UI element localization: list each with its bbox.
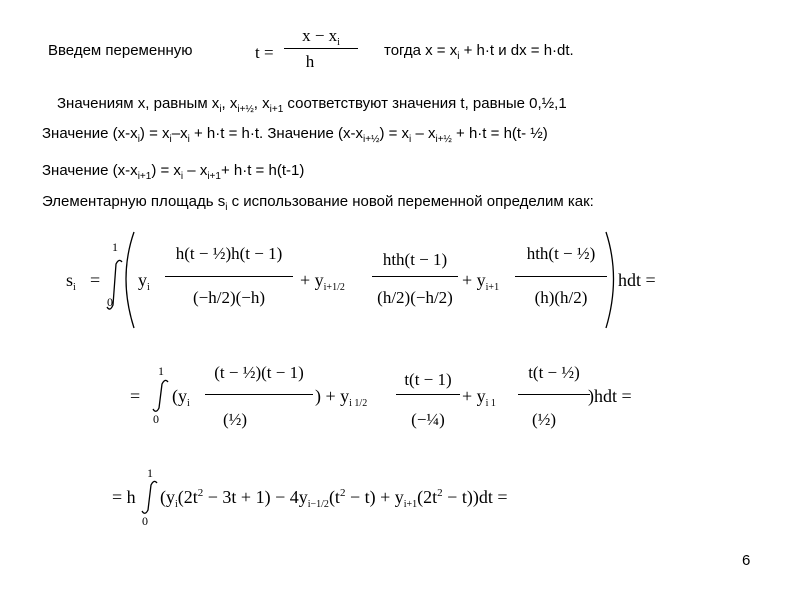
eq2-frac3-num: t(t − ½) — [528, 363, 580, 382]
eq2-int-lower: 0 — [153, 412, 159, 426]
eq2-frac3-bar — [518, 394, 590, 395]
t-def-lhs: t = — [255, 43, 274, 62]
eq3-int-lower: 0 — [142, 514, 148, 528]
eq3-body: $(y_i(2t^2 - 3t + 1) - 4y_{i-1/2}(t^2 - t) + y_{i+1}(2t^2 - t))dt$ = — [160, 487, 508, 510]
eq1-equals: = — [90, 270, 101, 290]
eq1-plus2: + $y_{i+1}$ — [462, 270, 500, 293]
eq2-lead: ($y_i$ — [172, 386, 190, 409]
eq1-y: $y_i$ — [138, 270, 150, 293]
eq1-frac2-bar — [372, 276, 458, 277]
intro-lead: Введем переменную — [48, 42, 193, 59]
eq1-frac3-bar — [515, 276, 607, 277]
eq1-frac1-num: h(t − ½)h(t − 1) — [175, 244, 283, 263]
eq2-equals: = — [130, 386, 141, 406]
eq1-lhs: $s_i$ — [66, 270, 76, 293]
eq2-mid: ) + $y_{i 1/2}$ — [315, 386, 368, 409]
eq1-frac1-den: (−h/2)(−h) — [192, 288, 266, 307]
eq1-int-lower: 0 — [107, 295, 113, 309]
integral-2-icon — [153, 380, 168, 411]
eq3-lead: = h — [112, 487, 136, 507]
eq1-frac1-bar — [165, 276, 293, 277]
eq2-frac1-den: (½) — [222, 410, 248, 429]
eq2-frac1-num: (t − ½)(t − 1) — [214, 363, 304, 382]
big-paren-right-icon — [606, 232, 614, 328]
eq2-int-upper: 1 — [158, 364, 164, 378]
eq2-frac2-den: (−¼) — [411, 410, 445, 429]
eq1-frac3-den: (h)(h/2) — [534, 288, 588, 307]
eq2-frac2-num: t(t − 1) — [404, 370, 452, 389]
area-line: Элементарную площадь $s_i$ с использование новой переменной определим как: — [42, 193, 594, 213]
big-paren-left-icon — [126, 232, 134, 328]
values-line: Значениям x, равным $x_i$, $x_{i+\frac{1}{2}}$, $x_{i+1}$ соответствуют значения t, равные 0,½,1 — [57, 95, 567, 115]
eq1-tail: hdt = — [618, 270, 656, 290]
then-statement: тогда $x = x_i + h\cdot t$ и dx = h·dt. — [384, 42, 574, 62]
eq1-frac3-num: hth(t − ½) — [526, 244, 596, 263]
diff-line-1: Значение $(x-x_i) = x_i-x_i + h\cdot t = h\cdot t$. Значение $(x-x_{i+\frac{1}{2}}) = x_i - x_{i+\frac{1}{2}} + h\cdot t = h(t-$ ½) — [42, 125, 548, 145]
eq2-frac2-bar — [396, 394, 460, 395]
eq3-int-upper: 1 — [147, 466, 153, 480]
eq1-int-upper: 1 — [112, 240, 118, 254]
eq2-plus: + $y_{i 1}$ — [462, 386, 496, 409]
eq1-frac2-num: hth(t − 1) — [382, 250, 448, 269]
eq1-frac2-den: (h/2)(−h/2) — [377, 288, 453, 307]
page-number: 6 — [742, 552, 751, 569]
t-def-numerator: $x - x_i$ — [302, 26, 340, 48]
eq2-tail: )hdt = — [588, 386, 632, 406]
diff-line-2: Значение $(x-x_{i+1}) = x_i - x_{i+1}+ h\cdot t = h(t-1)$ — [42, 162, 305, 182]
t-def-denominator: h — [305, 52, 315, 71]
integral-3-icon — [142, 481, 157, 513]
eq1-plus1: + $y_{i+1/2}$ — [300, 270, 345, 293]
eq2-frac1-bar — [205, 394, 313, 395]
eq2-frac3-den: (½) — [531, 410, 557, 429]
